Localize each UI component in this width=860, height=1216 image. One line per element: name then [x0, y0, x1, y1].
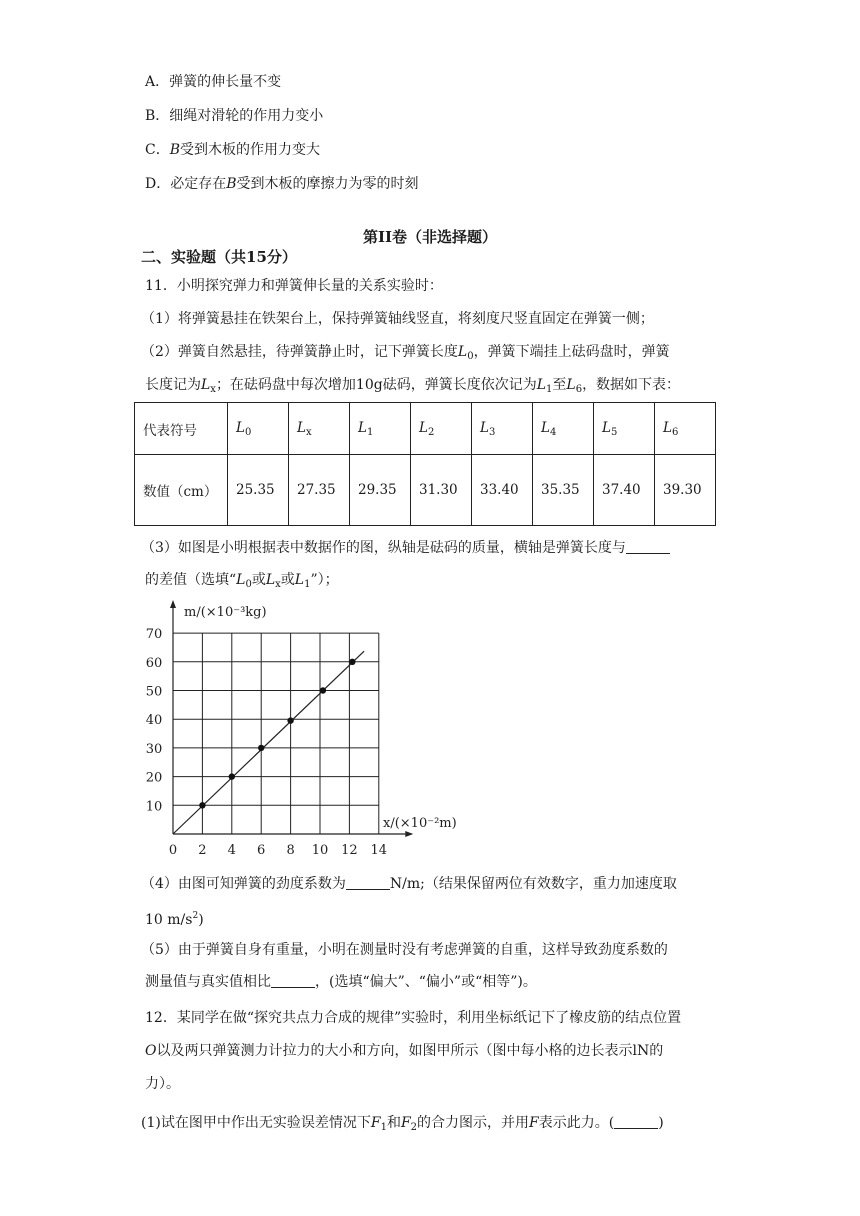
y-axis-label: m/(×10⁻³kg): [184, 605, 267, 620]
y-tick-label: 10: [145, 799, 163, 815]
table-cell: 31.30: [411, 455, 472, 526]
x-axis-arrow: [405, 831, 413, 837]
x-tick-label: 12: [341, 843, 358, 858]
data-table: [134, 402, 716, 526]
q11-part2-line2: 长度记为$L_x$；在砝码盘中每次增加10g砝码，弹簧长度依次记为$L_1$至$L_6$，数据如下表：: [145, 377, 681, 395]
table-cell: $L_1$: [350, 403, 411, 455]
data-point: [258, 745, 264, 751]
table-header-label: 代表符号: [135, 403, 228, 455]
section-heading: 二、实验题（共15分）: [141, 248, 297, 266]
answer-blank[interactable]: [346, 875, 390, 890]
q11-part1: （1）将弹簧悬挂在铁架台上，保持弹簧轴线竖直，将刻度尺竖直固定在弹簧一侧；: [141, 311, 654, 327]
answer-blank[interactable]: [614, 1114, 658, 1129]
table-row: [135, 455, 716, 526]
table-cell: 29.35: [350, 455, 411, 526]
data-point: [199, 802, 205, 808]
table-value-label: 数值（cm）: [135, 455, 228, 526]
x-tick-label: 8: [286, 843, 295, 858]
q11-part4-line2: 10 $m/s^2$): [145, 911, 204, 928]
q11-stem: 11．小明探究弹力和弹簧伸长量的关系实验时：: [145, 278, 443, 294]
option-d: D．必定存在B受到木板的摩擦力为零的时刻: [145, 176, 419, 192]
q11-part3-line1: （3）如图是小明根据表中数据作的图，纵轴是砝码的质量，横轴是弹簧长度与: [141, 538, 670, 558]
y-axis-arrow: [170, 600, 176, 608]
option-a: A．弹簧的伸长量不变: [145, 74, 282, 90]
option-c: C．B受到木板的作用力变大: [145, 142, 321, 158]
q11-part2-line1: （2）弹簧自然悬挂，待弹簧静止时，记下弹簧长度$L_0$，弹簧下端挂上砝码盘时，弹簧: [141, 344, 670, 362]
table-cell: 33.40: [472, 455, 533, 526]
y-tick-label: 40: [145, 713, 163, 729]
q11-part4-line1: （4）由图可知弹簧的劲度系数为 N/m;（结果保留两位有效数字，重力加速度取: [141, 876, 677, 892]
table-cell: $L_4$: [533, 403, 594, 455]
option-b: B．细绳对滑轮的作用力变小: [145, 108, 324, 124]
y-tick-label: 50: [145, 684, 163, 700]
x-tick-label: 6: [257, 843, 266, 858]
answer-blank[interactable]: [271, 973, 315, 988]
x-tick-label: 4: [227, 843, 236, 858]
q12-line3: 力）。: [145, 1076, 180, 1092]
table-cell: $L_2$: [411, 403, 472, 455]
part-two-title: 第II卷（非选择题）: [362, 228, 498, 246]
data-point: [287, 717, 293, 723]
y-tick-label: 60: [145, 655, 163, 671]
y-tick-label: 70: [145, 627, 163, 643]
table-cell: $L_0$: [228, 403, 289, 455]
table-cell: 35.35: [533, 455, 594, 526]
table-cell: 27.35: [289, 455, 350, 526]
data-point: [349, 659, 355, 665]
q12-line2: O以及两只弹簧测力计拉力的大小和方向，如图甲所示（图中每小格的边长表示lN的: [145, 1043, 664, 1059]
table-cell: 25.35: [228, 455, 289, 526]
q11-part5-line1: （5）由于弹簧自身有重量，小明在测量时没有考虑弹簧的自重，这样导致劲度系数的: [141, 942, 668, 958]
x-tick-label: 10: [311, 843, 329, 858]
table-cell: $L_3$: [472, 403, 533, 455]
table-cell: $L_6$: [655, 403, 716, 455]
answer-blank[interactable]: [626, 539, 670, 554]
q12-line1: 12．某同学在做“探究共点力合成的规律”实验时，利用坐标纸记下了橡皮筋的结点位置: [145, 1010, 682, 1026]
x-tick-label: 14: [370, 843, 388, 858]
y-tick-label: 20: [145, 770, 163, 786]
y-tick-label: 30: [145, 741, 163, 757]
x-tick-label: 0: [168, 843, 178, 858]
x-axis-label: x/(×10⁻²m): [383, 816, 457, 831]
data-point: [320, 687, 326, 693]
table-cell: $L_x$: [289, 403, 350, 455]
table-cell: $L_5$: [594, 403, 655, 455]
spring-chart: [140, 596, 470, 864]
table-row: [135, 403, 716, 455]
q11-part5-line2: 测量值与真实值相比 ，(选填“偏大”、“偏小”或“相等”)。: [145, 974, 537, 990]
table-cell: 37.40: [594, 455, 655, 526]
x-tick-label: 2: [198, 843, 207, 858]
table-cell: 39.30: [655, 455, 716, 526]
data-point: [229, 773, 235, 779]
q11-part3-line2: 的差值（选填“$L_0$或$L_x$或$L_1$”）；: [145, 572, 339, 590]
q12-line4: (1)试在图甲中作出无实验误差情况下$F_1$和$F_2$的合力图示，并用F表示此力。( ): [141, 1115, 664, 1133]
